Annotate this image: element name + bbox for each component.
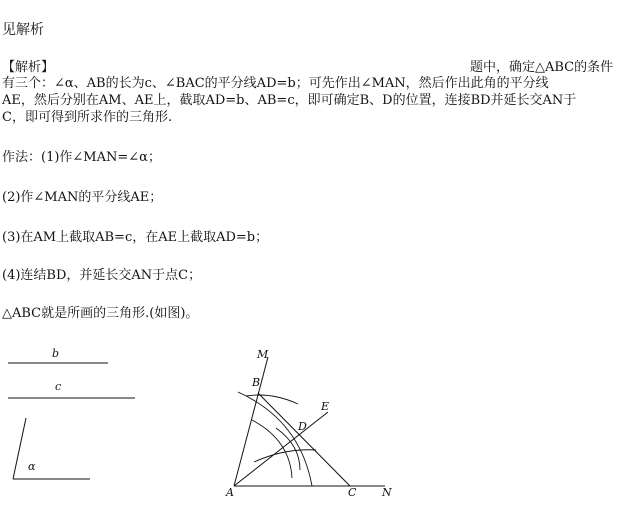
point-B-label: B <box>252 376 261 389</box>
point-N-label: N <box>382 486 392 499</box>
point-C-label: C <box>348 486 357 499</box>
method-step-1: 作法：(1)作∠MAN=∠α； <box>2 150 161 165</box>
ray-AM <box>234 357 268 486</box>
angle-alpha-ray-2 <box>13 418 26 479</box>
construction-figure <box>0 330 630 520</box>
point-D-label: D <box>298 420 307 433</box>
method-step-4: (4)连结BD，并延长交AN于点C； <box>2 268 202 283</box>
angle-alpha-label: α <box>28 460 36 473</box>
segment-b-label: b <box>52 347 60 360</box>
arc-bisector-1 <box>254 450 316 462</box>
method-step-2: (2)作∠MAN的平分线AE； <box>2 190 163 205</box>
analysis-line-2: AE，然后分别在AM、AE上，截取AD=b、AB=c，即可确定B、D的位置，连接BD并延长交AN于 <box>2 93 577 108</box>
analysis-line-3: C，即可得到所求作的三角形. <box>2 110 173 125</box>
analysis-heading: 【解析】 <box>2 60 55 75</box>
arc-centered-A-small <box>252 420 292 478</box>
analysis-heading-right: 题中，确定△ABC的条件 <box>470 60 614 75</box>
segment-BC <box>258 393 350 486</box>
point-E-label: E <box>321 400 330 413</box>
arc-through-B <box>246 395 298 404</box>
segment-c-label: c <box>55 380 62 393</box>
analysis-line-1: 有三个：∠α、AB的长为c、∠BAC的平分线AD=b；可先作出∠MAN，然后作出此角的平分线 <box>2 76 549 91</box>
arc-centered-A-large <box>238 392 312 486</box>
arc-bisector-2 <box>276 428 300 470</box>
answer-text: 见解析 <box>2 22 44 38</box>
point-A-label: A <box>226 486 234 499</box>
method-conclusion: △ABC就是所画的三角形.(如图)。 <box>2 306 199 321</box>
method-step-3: (3)在AM上截取AB=c，在AE上截取AD=b； <box>2 230 269 245</box>
point-M-label: M <box>257 348 269 361</box>
